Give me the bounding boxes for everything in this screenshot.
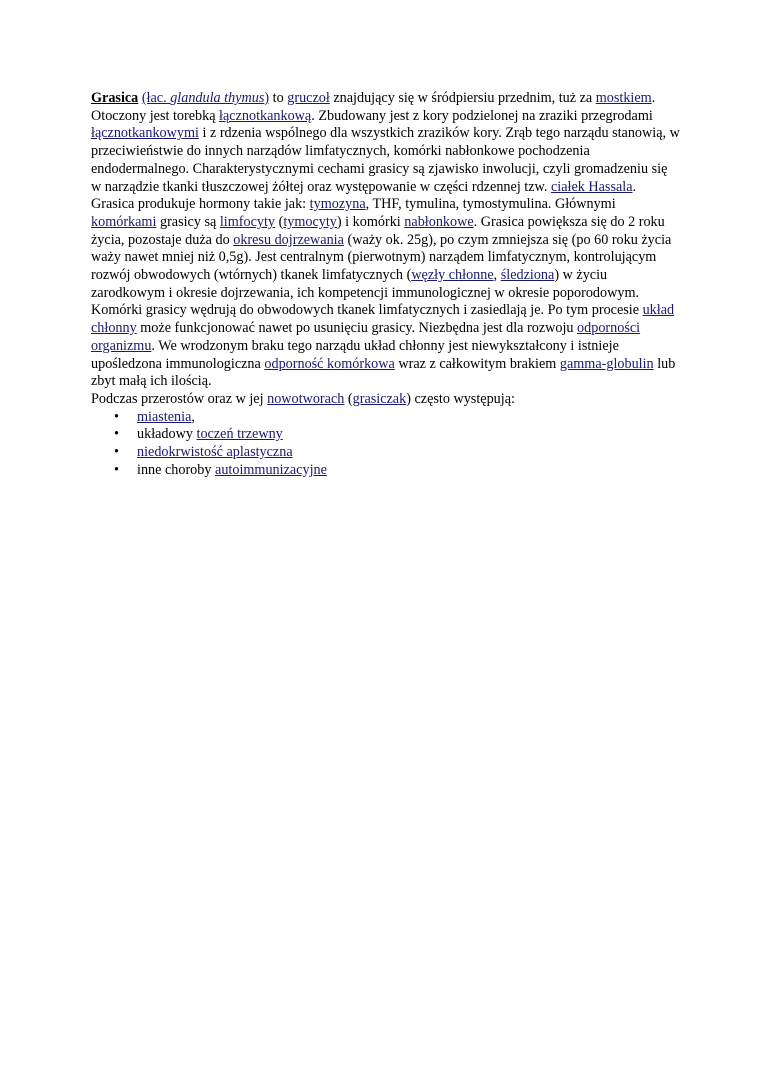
text-run: . Grasica produkuje hormony takie jak:	[91, 178, 637, 213]
link-miastenia[interactable]: miastenia	[137, 408, 192, 425]
link-autoimmunizacyjne[interactable]: autoimmunizacyjne	[215, 461, 327, 478]
link-lacznotkankowymi[interactable]: łącznotkankowymi	[91, 125, 199, 142]
paragraph-secondary	[91, 391, 681, 409]
disease-list	[91, 409, 681, 480]
text-run: . Otoczony jest torebką	[91, 90, 656, 124]
link-nowotworach[interactable]: nowotworach	[267, 390, 345, 407]
paragraph-main	[91, 90, 681, 391]
text-run: ) często występują:	[406, 390, 515, 407]
text-run: . Zbudowany jest z kory podzielonej na zraziki przegrodami	[311, 107, 653, 124]
link-sledziona[interactable]: śledziona	[500, 267, 555, 284]
link-grasiczak[interactable]: grasiczak	[352, 390, 407, 407]
bullet-icon: •	[114, 426, 119, 443]
text-run: ) i komórki	[336, 213, 405, 230]
link-gamma-globulin[interactable]: gamma-globulin	[559, 355, 654, 372]
link-komorkami[interactable]: komórkami	[91, 213, 157, 230]
text-run: , THF, tymulina, tymostymulina. Głównymi	[365, 196, 616, 213]
link-cialek-hassala[interactable]: ciałek Hassala	[550, 178, 633, 195]
text-run: ) w życiu zarodkowym i okresie dojrzewania, ich kompetencji immunologicznej w okresie poporodowym. Komórki grasicy wędrują do obwodowych tkanek limfatycznych i zasiedlają je. Po tym procesie	[91, 267, 643, 319]
text-run: inne choroby	[137, 461, 216, 478]
link-odpornosc-komorkowa[interactable]: odporność komórkowa	[264, 355, 395, 372]
text-run: Podczas przerostów oraz w jej	[91, 390, 268, 407]
link-wezly-chlonne[interactable]: węzły chłonne	[411, 267, 494, 284]
list-item	[91, 409, 681, 427]
list-item	[91, 462, 681, 480]
text-run: grasicy są	[156, 213, 220, 230]
text-run: układowy	[137, 426, 197, 443]
link-lacznotkankowa[interactable]: łącznotkankową	[219, 107, 312, 124]
link-mostkiem[interactable]: mostkiem	[595, 90, 652, 106]
link-limfocyty[interactable]: limfocyty	[219, 213, 276, 230]
link-okresu-dojrzewania[interactable]: okresu dojrzewania	[233, 231, 344, 248]
link-gruczol[interactable]: gruczoł	[287, 90, 330, 106]
text-run: (	[344, 390, 353, 407]
link-odpornosci-organizmu[interactable]: odporności organizmu	[91, 320, 641, 354]
text-run: ,	[191, 408, 195, 425]
link-tymozyna[interactable]: tymozyna	[309, 196, 366, 213]
text-run: i z rdzenia wspólnego dla wszystkich zrazików kory. Zrąb tego narządu stanowią, w przeciwieństwie do innych narządów limfatycznych, komórki nabłonkowe pochodzenia endodermalnego. Charakterystycznymi cechami grasicy są zjawisko inwolucji, czyli gromadzeniu się w narządzie tkanki tłuszczowej żółtej oraz występowanie w części rdzennej tzw.	[91, 125, 680, 195]
link-toczen-trzewny[interactable]: toczeń trzewny	[196, 426, 283, 443]
term-grasica: Grasica	[91, 90, 139, 106]
text-run: . Grasica powiększa się do 2 roku życia, pozostaje duża do	[91, 213, 665, 248]
text-run: to	[269, 90, 288, 106]
link-niedokrwistosc-aplastyczna[interactable]: niedokrwistość aplastyczna	[137, 444, 293, 461]
text-run: lub zbyt małą ich ilością.	[91, 355, 676, 390]
list-item	[91, 444, 681, 462]
bullet-icon: •	[114, 461, 119, 478]
document-body	[91, 90, 681, 479]
text-run: . We wrodzonym braku tego narządu układ chłonny jest niewykształcony i istnieje upośledzona immunologiczna	[91, 337, 619, 372]
link-uklad-chlonny[interactable]: układ chłonny	[91, 302, 675, 337]
text-run: może funkcjonować nawet po usunięciu grasicy. Niezbędna jest dla rozwoju	[136, 320, 578, 337]
latin-name-link[interactable]: (łac. glandula thymus)	[141, 90, 270, 106]
link-tymocyty[interactable]: tymocyty	[283, 213, 337, 230]
text-run: (waży ok. 25g), po czym zmniejsza się (po 60 roku życia waży nawet mniej niż 0,5g). Jest centralnym (pierwotnym) narządem limfatycznym, kontrolującym rozwój obwodowych (wtórnych) tkanek limfatycznych (	[91, 231, 672, 284]
text-run: ,	[493, 267, 501, 284]
text-run: (	[275, 213, 284, 230]
bullet-icon: •	[114, 444, 119, 461]
text-run: znajdujący się w śródpiersiu przednim, tuż za	[329, 90, 596, 106]
list-item	[91, 426, 681, 444]
bullet-icon: •	[114, 408, 119, 425]
link-nablonkowe[interactable]: nabłonkowe	[404, 213, 474, 230]
text-run: wraz z całkowitym brakiem	[394, 355, 560, 372]
